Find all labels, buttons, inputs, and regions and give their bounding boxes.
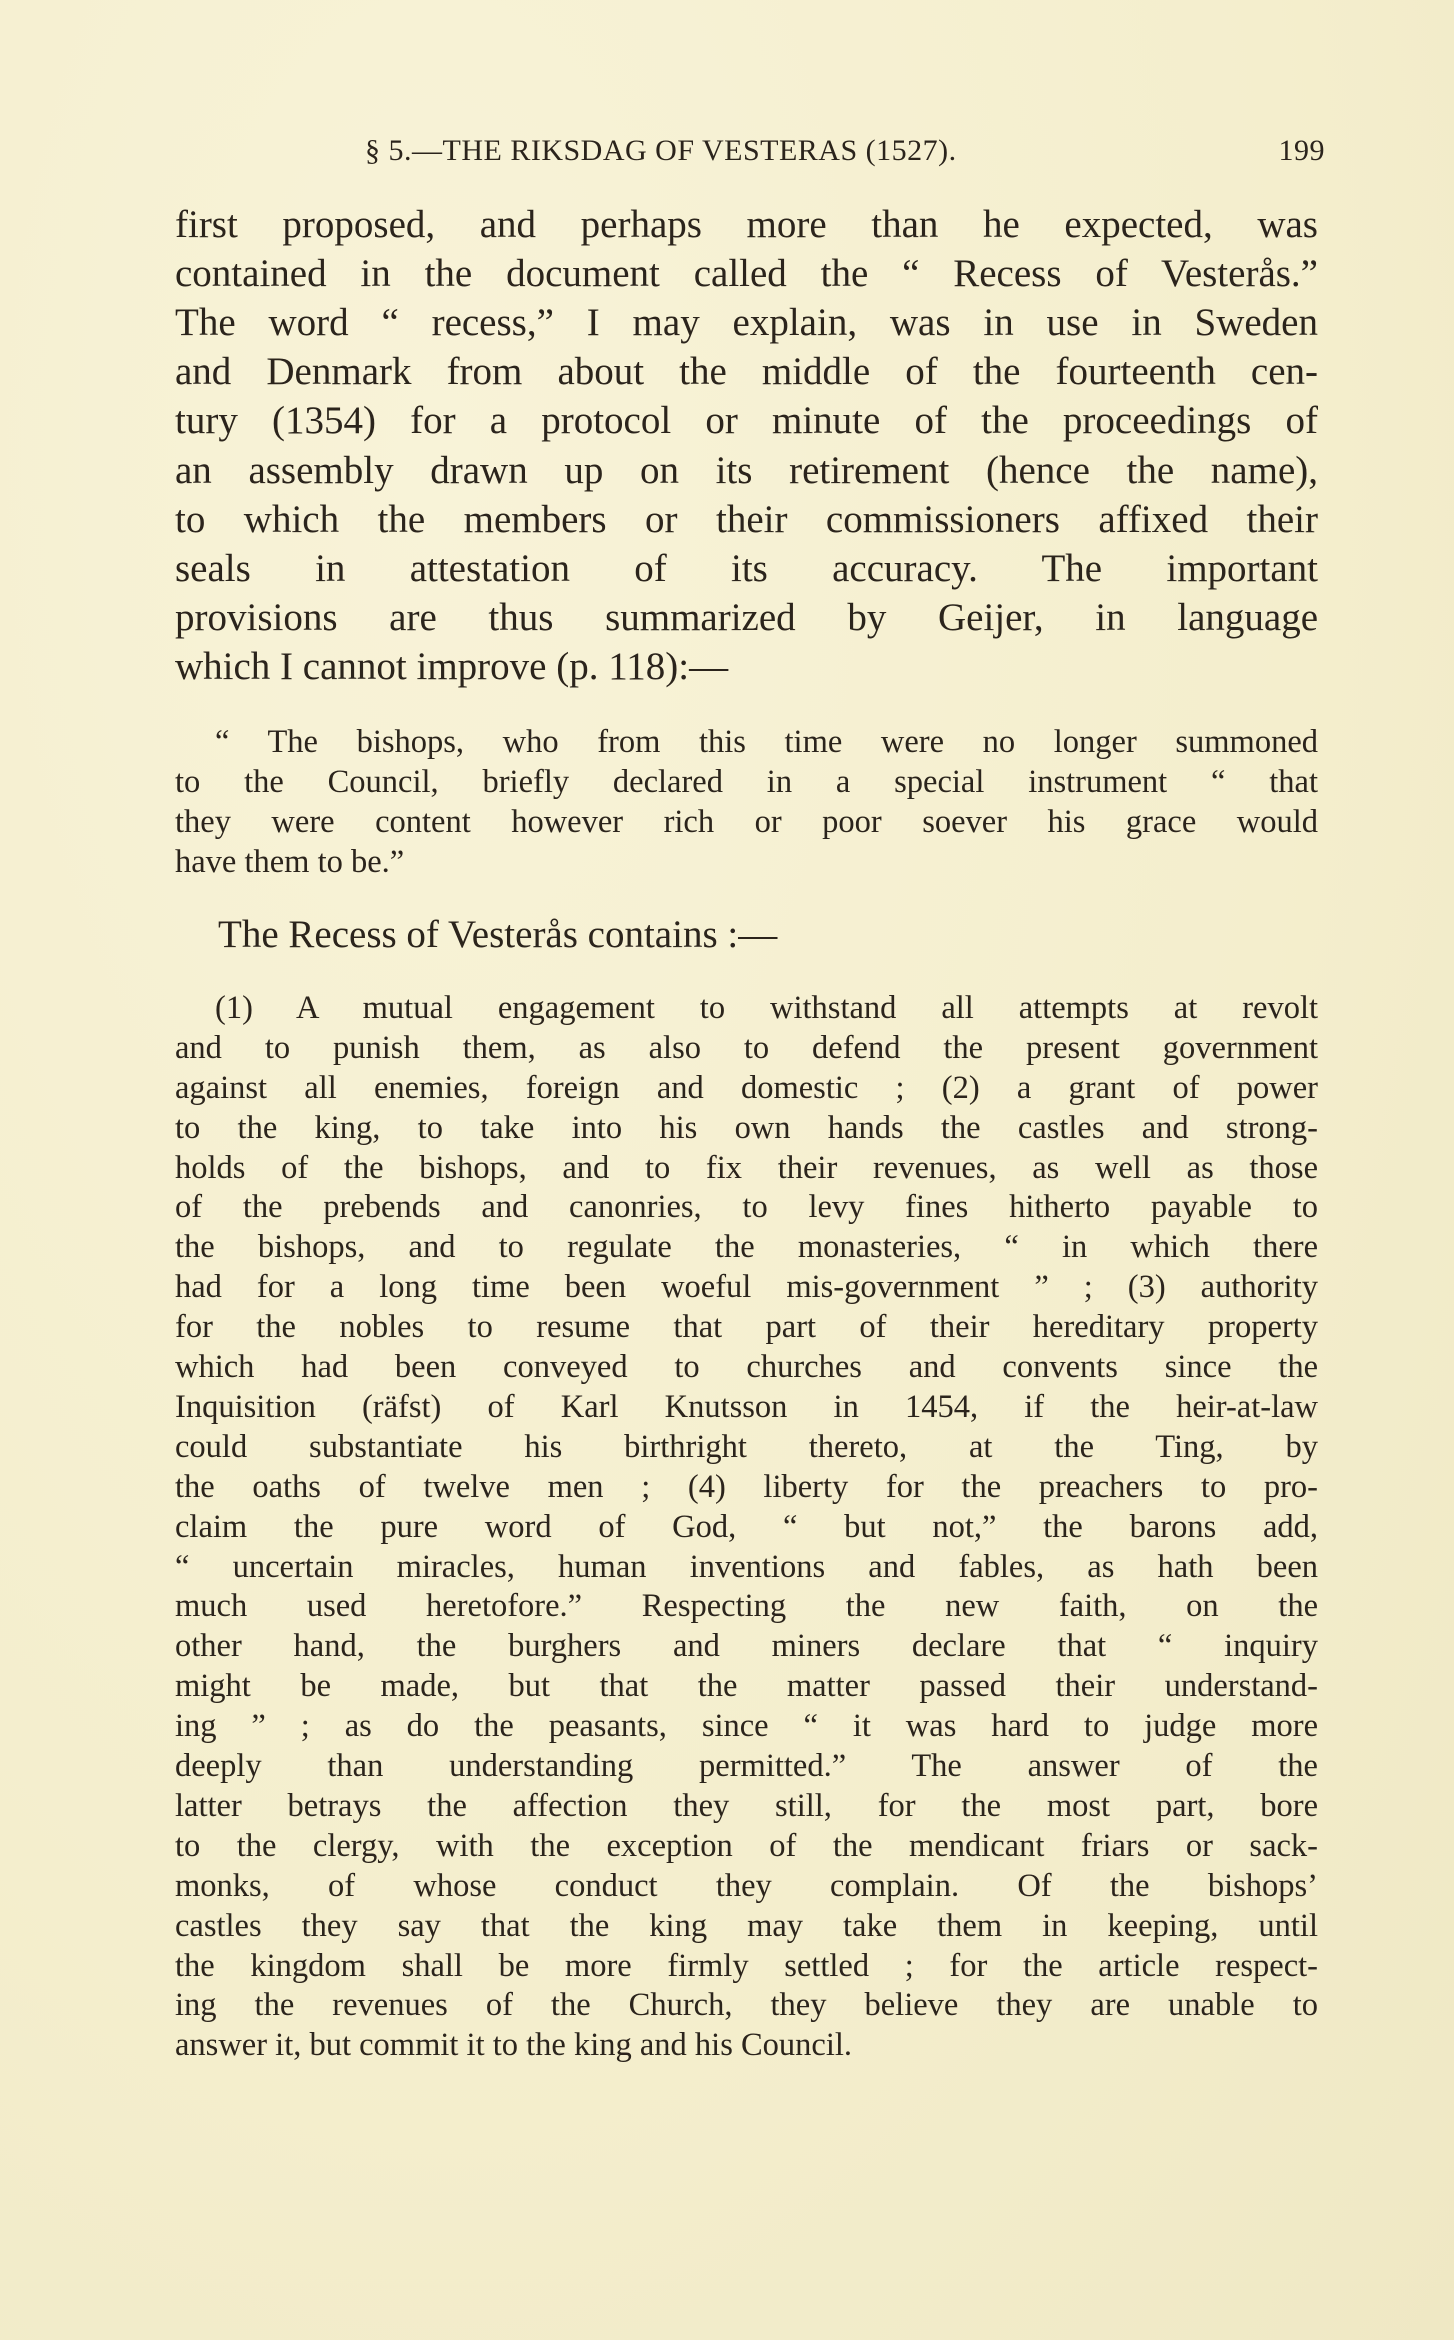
text-line: an assembly drawn up on its retirement (hence the name), bbox=[175, 449, 1318, 492]
text-line: and Denmark from about the middle of the fourteenth cen- bbox=[175, 350, 1318, 393]
list-line: monks, of whose conduct they complain. Of the bishops’ bbox=[175, 1868, 1318, 1904]
list-line: of the prebends and canonries, to levy fines hitherto payable to bbox=[175, 1189, 1318, 1225]
text-line: first proposed, and perhaps more than he expected, was bbox=[175, 203, 1318, 246]
list-line: against all enemies, foreign and domestic ; (2) a grant of power bbox=[175, 1070, 1318, 1106]
running-head bbox=[365, 134, 1325, 178]
list-line: the oaths of twelve men ; (4) liberty for the preachers to pro- bbox=[175, 1469, 1318, 1505]
quote-line: have them to be.” bbox=[175, 844, 405, 880]
running-head-title: § 5.—THE RIKSDAG OF VESTERAS (1527). bbox=[365, 134, 957, 167]
list-line: for the nobles to resume that part of their hereditary property bbox=[175, 1309, 1318, 1345]
text-line: seals in attestation of its accuracy. The important bbox=[175, 547, 1318, 590]
list-line: had for a long time been woeful mis-government ” ; (3) authority bbox=[175, 1269, 1318, 1305]
list-line: to the king, to take into his own hands the castles and strong- bbox=[175, 1110, 1318, 1146]
list-line: the kingdom shall be more firmly settled ; for the article respect- bbox=[175, 1948, 1318, 1984]
list-line: “ uncertain miracles, human inventions and fables, as hath been bbox=[175, 1549, 1318, 1585]
text-line: contained in the document called the “ Recess of Vesterås.” bbox=[175, 252, 1318, 295]
quote-line: “ The bishops, who from this time were no longer summoned bbox=[215, 724, 1318, 760]
list-line: answer it, but commit it to the king and his Council. bbox=[175, 2027, 853, 2063]
page-number: 199 bbox=[1278, 134, 1325, 167]
text-line: The word “ recess,” I may explain, was in use in Sweden bbox=[175, 301, 1318, 344]
text-line: to which the members or their commissioners affixed their bbox=[175, 498, 1318, 541]
text-line: which I cannot improve (p. 118):— bbox=[175, 645, 729, 688]
list-line: much used heretofore.” Respecting the new faith, on the bbox=[175, 1588, 1318, 1624]
list-line: claim the pure word of God, “ but not,” the barons add, bbox=[175, 1509, 1318, 1545]
list-line: latter betrays the affection they still, for the most part, bore bbox=[175, 1788, 1318, 1824]
section-heading: The Recess of Vesterås contains :— bbox=[218, 913, 778, 956]
list-line: other hand, the burghers and miners declare that “ inquiry bbox=[175, 1628, 1318, 1664]
list-line: ing the revenues of the Church, they believe they are unable to bbox=[175, 1987, 1318, 2023]
list-line: might be made, but that the matter passed their understand- bbox=[175, 1668, 1318, 1704]
list-line: ing ” ; as do the peasants, since “ it was hard to judge more bbox=[175, 1708, 1318, 1744]
text-line: provisions are thus summarized by Geijer, in language bbox=[175, 596, 1318, 639]
list-line: holds of the bishops, and to fix their revenues, as well as those bbox=[175, 1150, 1318, 1186]
quote-line: to the Council, briefly declared in a special instrument “ that bbox=[175, 764, 1318, 800]
list-line: and to punish them, as also to defend the present government bbox=[175, 1030, 1318, 1066]
text-line: tury (1354) for a protocol or minute of the proceedings of bbox=[175, 399, 1318, 442]
list-line: the bishops, and to regulate the monasteries, “ in which there bbox=[175, 1229, 1318, 1265]
list-line: which had been conveyed to churches and convents since the bbox=[175, 1349, 1318, 1385]
list-line: Inquisition (räfst) of Karl Knutsson in 1454, if the heir-at-law bbox=[175, 1389, 1318, 1425]
list-line: (1) A mutual engagement to withstand all attempts at revolt bbox=[215, 990, 1318, 1026]
list-line: could substantiate his birthright thereto, at the Ting, by bbox=[175, 1429, 1318, 1465]
list-line: to the clergy, with the exception of the mendicant friars or sack- bbox=[175, 1828, 1318, 1864]
quote-line: they were content however rich or poor soever his grace would bbox=[175, 804, 1318, 840]
list-line: deeply than understanding permitted.” The answer of the bbox=[175, 1748, 1318, 1784]
list-line: castles they say that the king may take them in keeping, until bbox=[175, 1908, 1318, 1944]
